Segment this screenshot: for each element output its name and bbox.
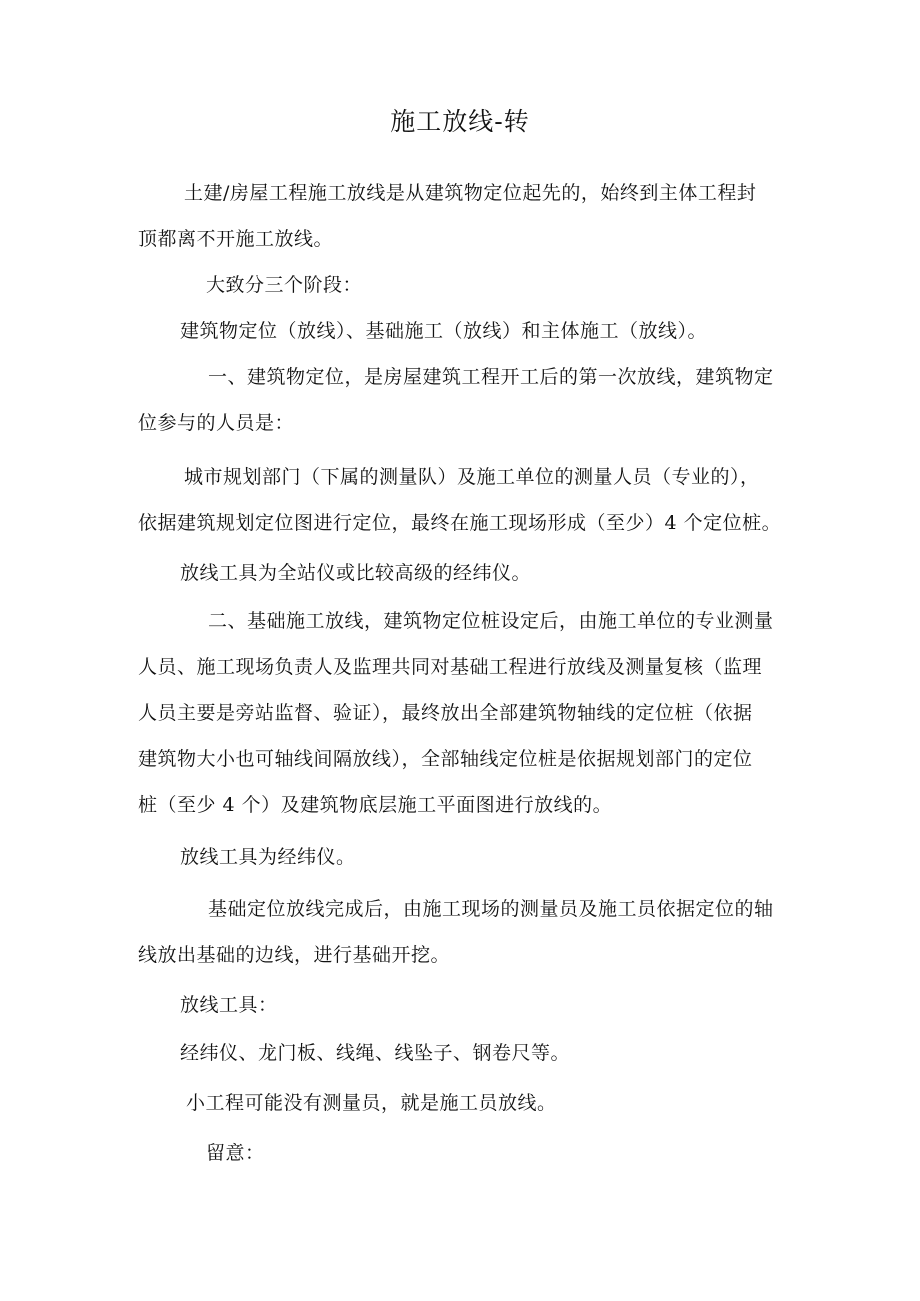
paragraph-line: 桩（至少 4 个）及建筑物底层施工平面图进行放线的。: [138, 794, 613, 816]
paragraph-6: [138, 550, 798, 596]
paragraph-line: 放线工具为经纬仪。: [180, 846, 356, 868]
paragraph-7: [138, 598, 798, 828]
paragraph-line: 位参与的人员是：: [138, 412, 295, 434]
paragraph-9: [138, 886, 798, 978]
paragraph-line: 依据建筑规划定位图进行定位，最终在施工现场形成（至少）4 个定位桩。: [138, 512, 782, 534]
paragraph-line: 建筑物大小也可轴线间隔放线），全部轴线定位桩是依据规划部门的定位: [138, 748, 753, 770]
paragraph-1: [138, 170, 798, 262]
paragraph-3: [138, 308, 798, 354]
paragraph-line: 二、基础施工放线，建筑物定位桩设定后，由施工单位的专业测量: [208, 610, 774, 632]
paragraph-line: 建筑物定位（放线）、基础施工（放线）和主体施工（放线）。: [180, 320, 708, 342]
paragraph-line: 线放出基础的边线，进行基础开挖。: [138, 944, 451, 966]
paragraph-line: 小工程可能没有测量员，就是施工员放线。: [186, 1092, 557, 1114]
paragraph-5: [138, 454, 798, 546]
paragraph-10: [138, 982, 798, 1028]
paragraph-4: [138, 354, 798, 446]
paragraph-line: 基础定位放线完成后，由施工现场的测量员及施工员依据定位的轴: [208, 898, 774, 920]
paragraph-line: 顶都离不开施工放线。: [138, 228, 334, 250]
paragraph-11: [138, 1030, 798, 1076]
paragraph-line: 放线工具：: [180, 994, 278, 1016]
paragraph-8: [138, 834, 798, 880]
paragraph-line: 人员、施工现场负责人及监理共同对基础工程进行放线及测量复核（监理: [138, 656, 763, 678]
paragraph-line: 人员主要是旁站监督、验证），最终放出全部建筑物轴线的定位桩（依据: [138, 702, 753, 724]
paragraph-line: 放线工具为全站仪或比较高级的经纬仪。: [180, 562, 532, 584]
paragraph-line: 留意：: [206, 1142, 265, 1164]
paragraph-line: 一、建筑物定位，是房屋建筑工程开工后的第一次放线，建筑物定: [208, 366, 774, 388]
paragraph-line: 大致分三个阶段：: [206, 274, 363, 296]
paragraph-2: [138, 262, 798, 308]
paragraph-line: 经纬仪、龙门板、线绳、线坠子、钢卷尺等。: [180, 1042, 571, 1064]
paragraph-12: [138, 1080, 798, 1126]
paragraph-line: 城市规划部门（下属的测量队）及施工单位的测量人员（专业的），: [184, 466, 760, 488]
paragraph-line: 土建/房屋工程施工放线是从建筑物定位起先的，始终到主体工程封: [184, 182, 757, 204]
paragraph-13: [138, 1130, 798, 1176]
document-title: 施工放线-转: [390, 107, 530, 136]
